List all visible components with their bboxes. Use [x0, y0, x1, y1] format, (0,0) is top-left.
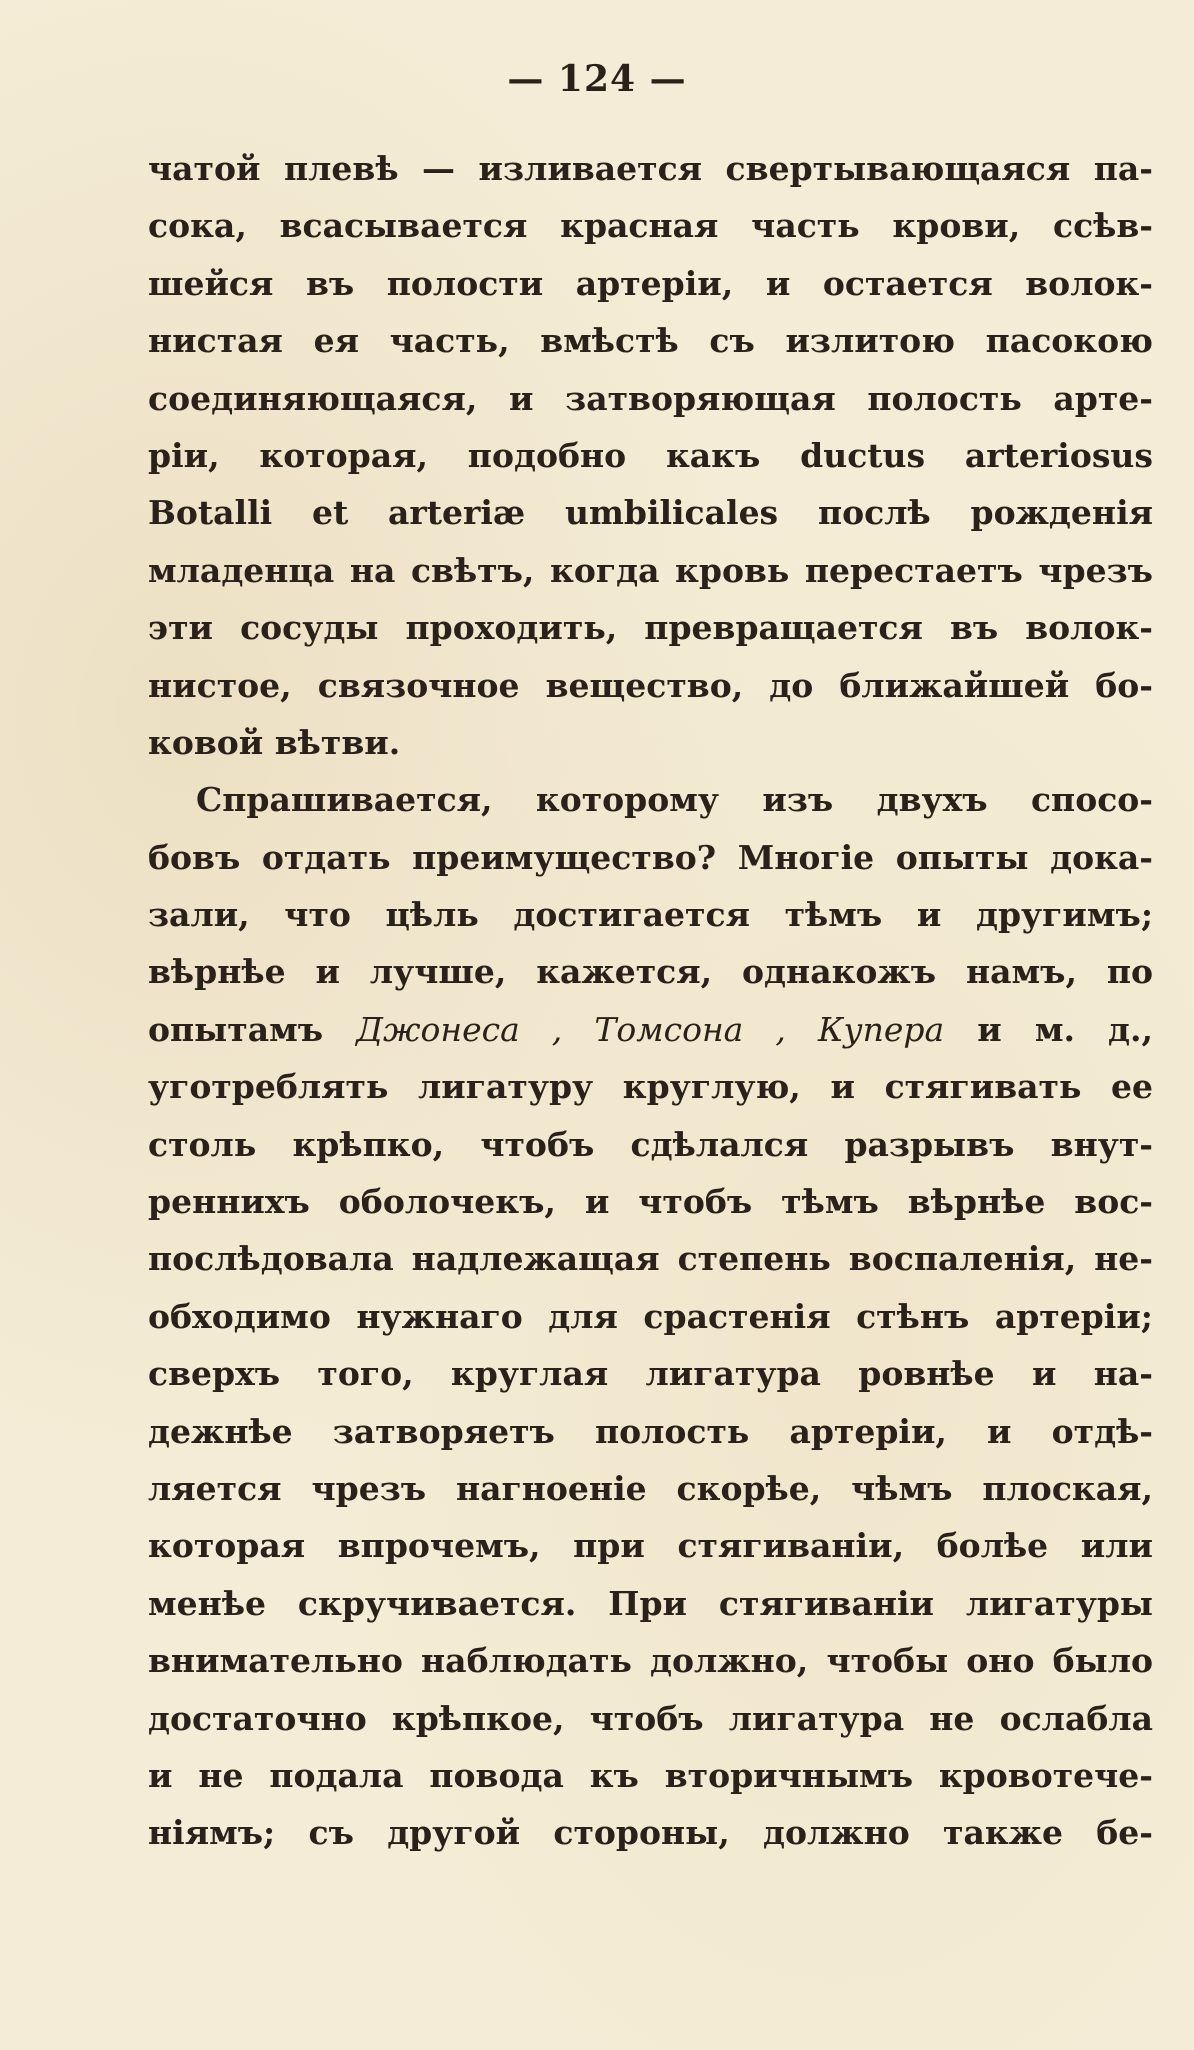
text-line-with-names: [148, 1001, 1153, 1058]
text-line: сверхъ того, круглая лигатура ровнѣе и на-: [148, 1354, 1153, 1394]
text-segment: опытамъ: [148, 1009, 357, 1049]
text-line: достаточно крѣпкое, чтобъ лигатура не ослабла: [148, 1698, 1153, 1738]
text-line: рiи, которая, подобно какъ ductus arteriosus: [148, 435, 1153, 475]
body-text: [148, 140, 1153, 1862]
text-line: соединяющаяся, и затворяющая полость арте-: [148, 378, 1153, 418]
text-line: ляется чрезъ нагноенiе скорѣе, чѣмъ плоская,: [148, 1468, 1153, 1508]
paragraph-start-line: Спрашивается, которому изъ двухъ спосо-: [196, 780, 1153, 820]
text-line: нистое, связочное вещество, до ближайшей бо-: [148, 665, 1153, 705]
text-line: нистая ея часть, вмѣстѣ съ излитою пасокою: [148, 321, 1153, 361]
text-line: бовъ отдать преимущество? Многiе опыты дока-: [148, 837, 1153, 877]
text-line: обходимо нужнаго для срастенiя стѣнъ артерiи;: [148, 1296, 1153, 1336]
text-line: сока, всасывается красная часть крови, ссѣв-: [148, 206, 1153, 246]
text-line: менѣе скручивается. При стягиванiи лигатуры: [148, 1583, 1153, 1623]
text-line: и не подала повода къ вторичнымъ кровотече-: [148, 1755, 1153, 1795]
text-line: ковой вѣтви.: [148, 722, 401, 762]
italic-names: Джонеса , Томсона , Купера: [356, 1009, 945, 1049]
text-line: зали, что цѣль достигается тѣмъ и другимъ;: [148, 895, 1153, 935]
text-line: чатой плевѣ — изливается свертывающаяся па-: [148, 149, 1153, 188]
text-line: которая впрочемъ, при стягиванiи, болѣе или: [148, 1526, 1153, 1566]
text-line: послѣдовала надлежащая степень воспаленiя, не-: [148, 1239, 1153, 1279]
text-segment: и м. д.,: [944, 1009, 1153, 1049]
text-line: уготреблять лигатуру круглую, и стягивать ее: [148, 1067, 1153, 1107]
text-line: внимательно наблюдать должно, чтобы оно было: [148, 1641, 1153, 1681]
text-line: эти сосуды проходить, превращается въ волок-: [148, 608, 1153, 648]
text-line: Botalli et arteriæ umbilicales послѣ рожденiя: [148, 493, 1153, 533]
text-line: шейся въ полости артерiи, и остается волок-: [148, 263, 1153, 303]
text-line: младенца на свѣтъ, когда кровь перестаетъ чрезъ: [148, 550, 1153, 590]
text-line: вѣрнѣе и лучше, кажется, однакожъ намъ, по: [148, 952, 1153, 992]
text-line: реннихъ оболочекъ, и чтобъ тѣмъ вѣрнѣе вос-: [148, 1182, 1153, 1222]
page-number: — 124 —: [507, 58, 687, 100]
text-line: дежнѣе затворяетъ полость артерiи, и отдѣ-: [148, 1411, 1153, 1451]
text-line: нiямъ; съ другой стороны, должно также бе-: [148, 1813, 1153, 1853]
text-line: столь крѣпко, чтобъ сдѣлался разрывъ внут-: [148, 1124, 1153, 1164]
